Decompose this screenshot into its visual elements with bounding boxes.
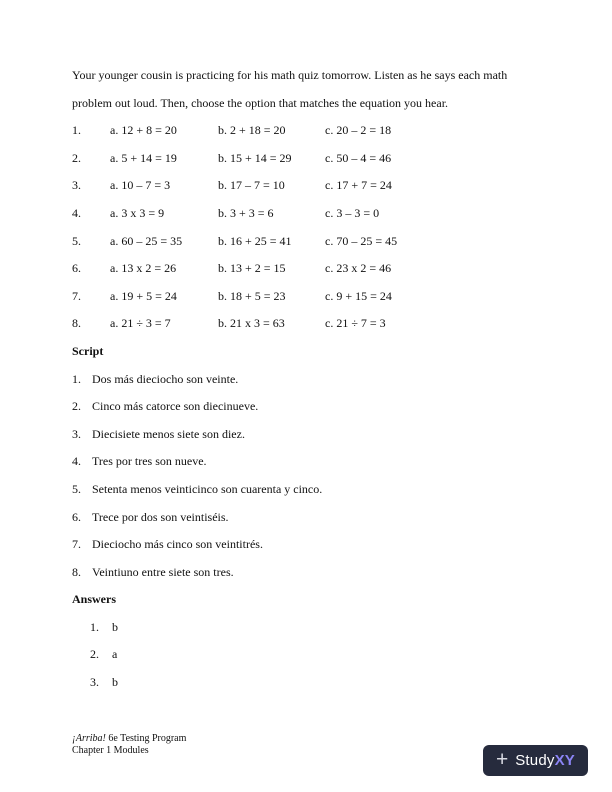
studyxy-logo [483,745,588,776]
option-c: c. 70 – 25 = 45 [325,233,398,248]
answer-row-1 [72,614,552,642]
script-line-7 [72,531,552,559]
answer-number: 1. [90,619,99,634]
script-line-8 [72,559,552,587]
script-number: 8. [72,564,81,579]
question-row-3 [72,172,552,200]
option-b: b. 15 + 14 = 29 [218,150,292,165]
option-c: c. 20 – 2 = 18 [325,123,392,138]
option-b: b. 13 + 2 = 15 [218,261,286,276]
option-c: c. 9 + 15 = 24 [325,288,392,303]
script-number: 7. [72,537,81,552]
script-line-3 [72,421,552,449]
script-number: 1. [72,371,81,386]
option-c: c. 50 – 4 = 46 [325,150,392,165]
question-number: 3. [72,178,81,193]
script-text: Diecisiete menos siete son diez. [92,426,245,441]
script-number: 2. [72,399,81,414]
option-a: a. 12 + 8 = 20 [110,123,177,138]
question-row-8 [72,310,552,338]
question-row-7 [72,283,552,311]
script-text: Setenta menos veinticinco son cuarenta y cinco. [92,481,323,496]
script-heading: Script [72,343,104,358]
question-number: 2. [72,150,81,165]
question-number: 7. [72,288,81,303]
script-text: Dieciocho más cinco son veintitrés. [92,537,263,552]
answer-row-3 [72,669,552,697]
question-row-2 [72,145,552,173]
script-text: Trece por dos son veintiséis. [92,509,229,524]
question-row-4 [72,200,552,228]
intro-line-1: Your younger cousin is practicing for his math quiz tomorrow. Listen as he says each math [72,68,508,82]
answer-letter: a [112,647,118,662]
option-c: c. 21 ÷ 7 = 3 [325,316,386,331]
option-b: b. 2 + 18 = 20 [218,123,286,138]
option-c: c. 23 x 2 = 46 [325,261,392,276]
option-b: b. 16 + 25 = 41 [218,233,292,248]
script-number: 5. [72,481,81,496]
footer-line-1 [72,733,186,745]
question-number: 8. [72,316,81,331]
answer-letter: b [112,675,118,690]
option-c: c. 3 – 3 = 0 [325,205,380,220]
program-title-rest: 6e Testing Program [105,733,187,744]
script-line-5 [72,476,552,504]
brand-xy-text: XY [554,751,575,769]
question-list [72,117,552,338]
script-list [72,366,552,587]
option-a: a. 21 ÷ 3 = 7 [110,316,171,331]
option-a: a. 10 – 7 = 3 [110,178,171,193]
script-text: Tres por tres son nueve. [92,454,207,469]
question-number: 6. [72,261,81,276]
option-a: a. 19 + 5 = 24 [110,288,177,303]
script-line-6 [72,504,552,532]
plus-icon: + [495,748,509,771]
answer-number: 3. [90,675,99,690]
footer-line-2: Chapter 1 Modules [72,744,149,756]
script-line-2 [72,393,552,421]
answer-list [72,614,552,697]
option-a: a. 3 x 3 = 9 [110,205,165,220]
script-number: 4. [72,454,81,469]
script-text: Cinco más catorce son diecinueve. [92,399,259,414]
option-b: b. 21 x 3 = 63 [218,316,285,331]
page-content [72,62,552,697]
script-number: 6. [72,509,81,524]
option-b: b. 3 + 3 = 6 [218,205,274,220]
program-title: ¡Arriba! [72,733,106,744]
page-footer [72,733,186,756]
option-a: a. 13 x 2 = 26 [110,261,177,276]
intro-line-2: problem out loud. Then, choose the option that matches the equation you hear. [72,95,449,110]
option-b: b. 18 + 5 = 23 [218,288,286,303]
question-number: 1. [72,123,81,138]
script-text: Veintiuno entre siete son tres. [92,564,234,579]
option-a: a. 5 + 14 = 19 [110,150,177,165]
question-row-6 [72,255,552,283]
question-row-5 [72,228,552,256]
question-number: 4. [72,205,81,220]
answer-number: 2. [90,647,99,662]
script-text: Dos más dieciocho son veinte. [92,371,239,386]
script-number: 3. [72,426,81,441]
question-row-1 [72,117,552,145]
script-line-4 [72,448,552,476]
script-line-1 [72,366,552,394]
option-c: c. 17 + 7 = 24 [325,178,392,193]
option-b: b. 17 – 7 = 10 [218,178,285,193]
option-a: a. 60 – 25 = 35 [110,233,183,248]
brand-study-text: Study [515,751,555,769]
question-number: 5. [72,233,81,248]
answers-heading: Answers [72,592,116,607]
answer-row-2 [72,641,552,669]
brand-wordmark [515,752,575,770]
answer-letter: b [112,619,118,634]
